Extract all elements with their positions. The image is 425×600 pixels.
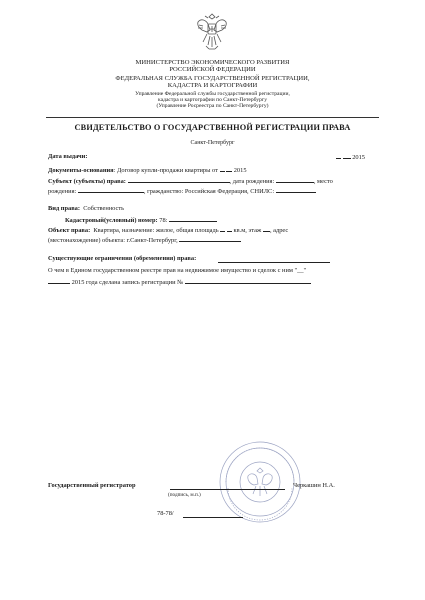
service-line-2: КАДАСТРА И КАРТОГРАФИИ — [167, 82, 258, 90]
basis-value: : Договор купли-продажи квартиры от — [113, 167, 218, 174]
object-address-blank — [179, 235, 241, 242]
right-type-value: Собственность — [83, 205, 125, 212]
right-type-label: Вид права: — [48, 205, 80, 212]
registration-prefix: 78-78/ — [157, 510, 174, 517]
issue-date-month-blank — [343, 152, 351, 159]
ministry-heading — [0, 59, 425, 74]
subject-place-label: , место — [313, 178, 333, 185]
office-line-2: кадастра и картографии по Санкт-Петербургу — [157, 97, 267, 104]
registrar-name: Черкашин Н.А. — [293, 482, 335, 489]
record-quote: "__" — [294, 267, 307, 274]
basis-month-blank — [226, 165, 232, 172]
office-heading — [0, 91, 425, 109]
cadastral-label: Кадастровый(условный) номер: — [65, 217, 158, 224]
record-line-1: О чем в Едином государственном реестре прав на недвижимое имущество и сделок с ним — [48, 267, 293, 274]
subject-citizenship: , гражданство: Российская Федерация, СНИЛС: — [143, 188, 275, 195]
issue-date-year: 2015 — [352, 154, 365, 161]
object-row — [48, 225, 288, 234]
object-label: Объект права: — [48, 227, 91, 234]
restrictions-blank — [218, 262, 330, 263]
issue-date-field — [336, 152, 365, 161]
subject-label: Субъект (субъекты) права: — [48, 178, 126, 185]
record-number-blank — [185, 277, 311, 284]
document-title: СВИДЕТЕЛЬСТВО О ГОСУДАРСТВЕННОЙ РЕГИСТРАЦИИ ПРАВА — [74, 123, 351, 132]
subject-name-blank — [128, 176, 230, 183]
record-month-blank — [48, 277, 70, 284]
issue-date-day-blank — [336, 152, 341, 159]
subject-snils-blank — [276, 186, 316, 193]
restrictions-label: Существующие ограничения (обременения) права: — [48, 255, 197, 262]
header-divider — [46, 117, 379, 118]
office-line-3: (Управление Росреестра по Санкт-Петербургу) — [156, 103, 269, 110]
record-row-2 — [48, 277, 311, 286]
right-type-row — [48, 205, 124, 212]
object-location: (местонахождение) объекта: г.Санкт-Петербург, — [48, 237, 178, 244]
object-row-2 — [48, 235, 241, 244]
coat-of-arms-emblem — [193, 10, 231, 54]
subject-row — [48, 176, 333, 185]
cadastral-value: 78: — [159, 217, 168, 224]
subject-birthplace-label: рождения: — [48, 188, 77, 195]
signature-hint: (подпись, м.п.) — [168, 492, 201, 498]
subject-row-2 — [48, 186, 316, 195]
cadastral-row — [65, 215, 217, 224]
service-heading — [0, 75, 425, 90]
registrar-label: Государственный регистратор — [48, 482, 136, 489]
issue-date-label: Дата выдачи: — [48, 153, 88, 160]
object-area-blank-1 — [220, 225, 225, 232]
basis-label: Документы-основания — [48, 167, 114, 174]
subject-birth-blank — [276, 176, 314, 183]
official-stamp — [218, 440, 302, 524]
registrar-signature-line — [170, 489, 285, 490]
object-address-label: , адрес — [269, 227, 289, 234]
object-floor-blank — [263, 225, 270, 232]
registration-number-blank — [183, 517, 243, 518]
object-area-unit: кв.м, этаж — [233, 227, 262, 234]
record-row-1 — [48, 267, 306, 274]
record-line-2: 2015 года сделана запись регистрации № — [71, 279, 184, 286]
issue-city: Санкт-Петербург — [190, 140, 235, 146]
ministry-line-2: РОССИЙСКОЙ ФЕДЕРАЦИИ — [169, 66, 256, 74]
office-line-1: Управление Федеральной службы государственной регистрации, — [135, 91, 290, 97]
service-line-1: ФЕДЕРАЛЬНАЯ СЛУЖБА ГОСУДАРСТВЕННОЙ РЕГИСТРАЦИИ, — [115, 75, 310, 82]
registration-number-row — [157, 510, 174, 517]
cadastral-blank — [169, 215, 217, 222]
object-area-blank-2 — [227, 225, 232, 232]
basis-day-blank — [220, 165, 225, 172]
basis-row — [48, 165, 247, 174]
basis-year: 2015 — [233, 167, 247, 174]
subject-birth-label: , дата рождения: — [229, 178, 275, 185]
subject-birthplace-blank — [78, 186, 144, 193]
object-value: Квартира, назначение: жилое, общая площадь — [93, 227, 219, 234]
ministry-line-1: МИНИСТЕРСТВО ЭКОНОМИЧЕСКОГО РАЗВИТИЯ — [135, 59, 290, 66]
